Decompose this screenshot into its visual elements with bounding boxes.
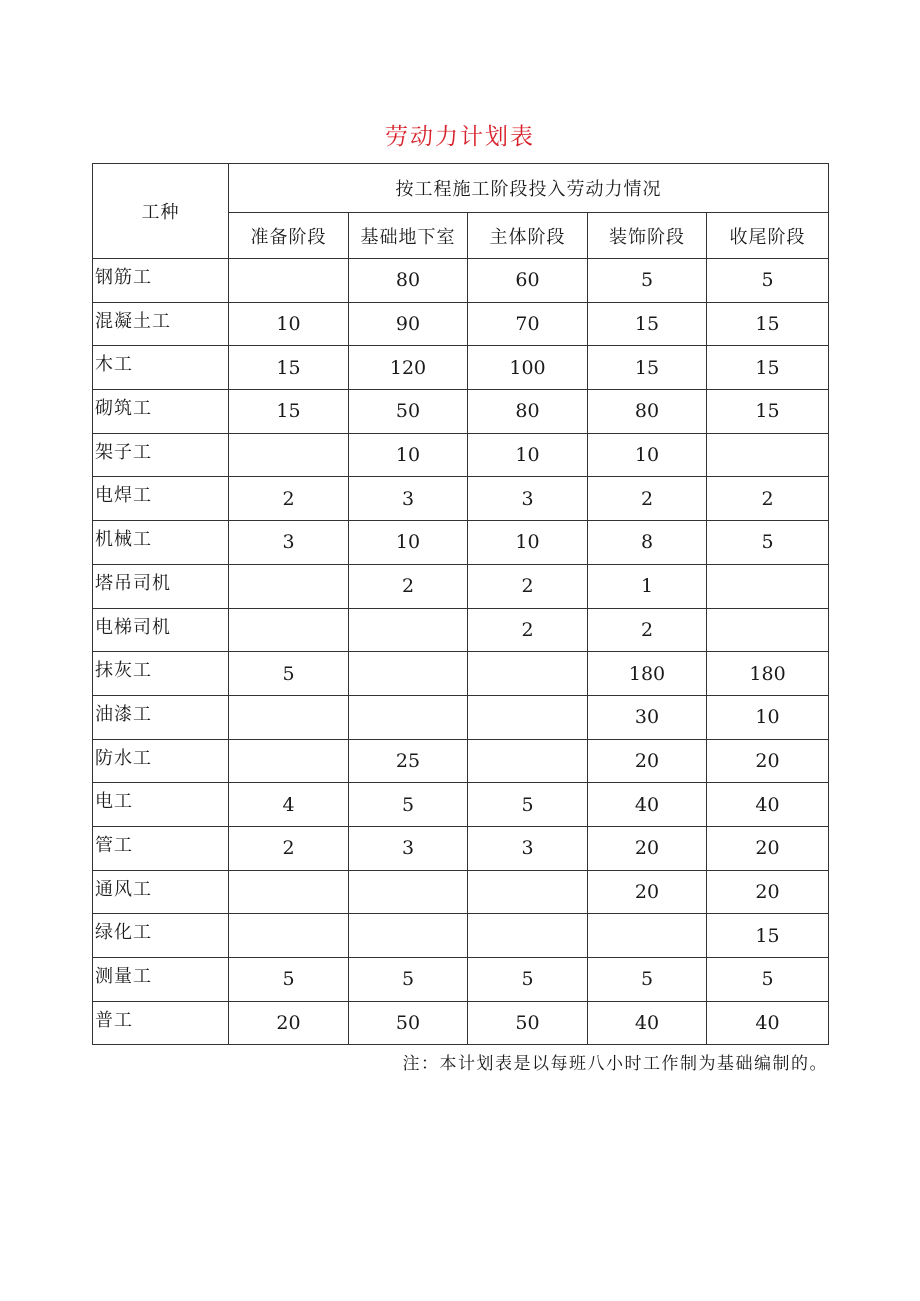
trade-name-cell: 电工: [93, 783, 229, 827]
trade-name-cell: 电焊工: [93, 477, 229, 521]
headcount-cell: 70: [468, 302, 588, 346]
stage-header-decoration: 装饰阶段: [588, 213, 707, 259]
headcount-cell: 15: [707, 914, 829, 958]
headcount-cell: [229, 608, 349, 652]
headcount-cell: 50: [349, 1001, 468, 1045]
headcount-cell: 40: [707, 783, 829, 827]
headcount-cell: [468, 652, 588, 696]
table-row: [93, 695, 829, 739]
headcount-cell: 50: [468, 1001, 588, 1045]
trade-column-header: 工种: [93, 164, 229, 259]
headcount-cell: 180: [588, 652, 707, 696]
headcount-cell: 80: [588, 390, 707, 434]
headcount-cell: 15: [229, 346, 349, 390]
headcount-cell: 10: [707, 695, 829, 739]
headcount-cell: 10: [468, 521, 588, 565]
headcount-cell: [707, 564, 829, 608]
headcount-cell: 15: [707, 302, 829, 346]
headcount-cell: 2: [349, 564, 468, 608]
headcount-cell: 5: [707, 958, 829, 1002]
headcount-cell: 20: [588, 870, 707, 914]
table-row: [93, 259, 829, 303]
headcount-cell: [468, 695, 588, 739]
headcount-cell: 20: [229, 1001, 349, 1045]
headcount-cell: [468, 739, 588, 783]
headcount-cell: 100: [468, 346, 588, 390]
headcount-cell: 40: [707, 1001, 829, 1045]
trade-name-cell: 防水工: [93, 739, 229, 783]
headcount-cell: 10: [588, 433, 707, 477]
headcount-cell: 1: [588, 564, 707, 608]
headcount-cell: 20: [588, 739, 707, 783]
headcount-cell: 5: [349, 783, 468, 827]
trade-name-cell: 架子工: [93, 433, 229, 477]
headcount-cell: 20: [707, 870, 829, 914]
stage-header-finishing: 收尾阶段: [707, 213, 829, 259]
headcount-cell: 80: [468, 390, 588, 434]
trade-name-cell: 管工: [93, 826, 229, 870]
headcount-cell: 2: [229, 826, 349, 870]
headcount-cell: 3: [349, 826, 468, 870]
headcount-cell: 2: [468, 608, 588, 652]
table-row: [93, 1001, 829, 1045]
headcount-cell: [229, 914, 349, 958]
table-row: [93, 433, 829, 477]
trade-name-cell: 机械工: [93, 521, 229, 565]
headcount-cell: [349, 608, 468, 652]
headcount-cell: 20: [588, 826, 707, 870]
table-row: [93, 914, 829, 958]
page-title: 劳动力计划表: [385, 124, 535, 150]
headcount-cell: 10: [229, 302, 349, 346]
headcount-cell: 180: [707, 652, 829, 696]
headcount-cell: [707, 433, 829, 477]
headcount-cell: 15: [588, 302, 707, 346]
headcount-cell: [229, 433, 349, 477]
table-row: [93, 302, 829, 346]
headcount-cell: 80: [349, 259, 468, 303]
trade-name-cell: 油漆工: [93, 695, 229, 739]
headcount-cell: [229, 259, 349, 303]
footnote: 注：本计划表是以每班八小时工作制为基础编制的。: [402, 1054, 828, 1074]
headcount-cell: 5: [588, 259, 707, 303]
headcount-cell: [349, 870, 468, 914]
headcount-cell: 10: [468, 433, 588, 477]
headcount-cell: 5: [349, 958, 468, 1002]
headcount-cell: 15: [229, 390, 349, 434]
table-row: [93, 783, 829, 827]
headcount-cell: [349, 695, 468, 739]
stage-group-header: 按工程施工阶段投入劳动力情况: [229, 164, 829, 213]
headcount-cell: [229, 695, 349, 739]
headcount-cell: 5: [468, 783, 588, 827]
headcount-cell: 3: [349, 477, 468, 521]
stage-header-foundation: 基础地下室: [349, 213, 468, 259]
headcount-cell: [349, 652, 468, 696]
table-row: [93, 826, 829, 870]
table-header: [93, 164, 829, 259]
headcount-cell: 20: [707, 739, 829, 783]
headcount-cell: 20: [707, 826, 829, 870]
headcount-cell: 8: [588, 521, 707, 565]
table-row: [93, 958, 829, 1002]
headcount-cell: 2: [468, 564, 588, 608]
trade-name-cell: 通风工: [93, 870, 229, 914]
trade-name-cell: 电梯司机: [93, 608, 229, 652]
headcount-cell: 5: [707, 259, 829, 303]
headcount-cell: [229, 739, 349, 783]
table-row: [93, 608, 829, 652]
headcount-cell: 15: [707, 390, 829, 434]
table-row: [93, 521, 829, 565]
headcount-cell: [468, 870, 588, 914]
table-row: [93, 477, 829, 521]
headcount-cell: 3: [468, 477, 588, 521]
headcount-cell: [588, 914, 707, 958]
headcount-cell: [229, 564, 349, 608]
headcount-cell: 5: [229, 652, 349, 696]
headcount-cell: 120: [349, 346, 468, 390]
table-row: [93, 652, 829, 696]
headcount-cell: 2: [229, 477, 349, 521]
stage-header-main-structure: 主体阶段: [468, 213, 588, 259]
headcount-cell: 5: [468, 958, 588, 1002]
trade-name-cell: 木工: [93, 346, 229, 390]
headcount-cell: 5: [229, 958, 349, 1002]
headcount-cell: 50: [349, 390, 468, 434]
table-row: [93, 870, 829, 914]
table-row: [93, 564, 829, 608]
headcount-cell: [349, 914, 468, 958]
headcount-cell: [468, 914, 588, 958]
table-row: [93, 739, 829, 783]
trade-name-cell: 普工: [93, 1001, 229, 1045]
headcount-cell: 40: [588, 783, 707, 827]
headcount-cell: 3: [468, 826, 588, 870]
headcount-cell: 15: [588, 346, 707, 390]
headcount-cell: 10: [349, 433, 468, 477]
headcount-cell: 10: [349, 521, 468, 565]
trade-name-cell: 抹灰工: [93, 652, 229, 696]
table-row: [93, 390, 829, 434]
trade-name-cell: 塔吊司机: [93, 564, 229, 608]
headcount-cell: 25: [349, 739, 468, 783]
headcount-cell: 5: [588, 958, 707, 1002]
trade-name-cell: 绿化工: [93, 914, 229, 958]
header-row-group: [93, 164, 829, 213]
trade-name-cell: 混凝土工: [93, 302, 229, 346]
stage-header-prep: 准备阶段: [229, 213, 349, 259]
headcount-cell: 15: [707, 346, 829, 390]
headcount-cell: 4: [229, 783, 349, 827]
headcount-cell: 40: [588, 1001, 707, 1045]
headcount-cell: 2: [707, 477, 829, 521]
trade-name-cell: 砌筑工: [93, 390, 229, 434]
table-row: [93, 346, 829, 390]
trade-name-cell: 测量工: [93, 958, 229, 1002]
headcount-cell: 3: [229, 521, 349, 565]
table-body: [93, 259, 829, 1045]
headcount-cell: 60: [468, 259, 588, 303]
headcount-cell: 2: [588, 608, 707, 652]
headcount-cell: 90: [349, 302, 468, 346]
headcount-cell: [229, 870, 349, 914]
headcount-cell: 30: [588, 695, 707, 739]
headcount-cell: 2: [588, 477, 707, 521]
trade-name-cell: 钢筋工: [93, 259, 229, 303]
labor-plan-table: [92, 163, 829, 1045]
headcount-cell: 5: [707, 521, 829, 565]
headcount-cell: [707, 608, 829, 652]
